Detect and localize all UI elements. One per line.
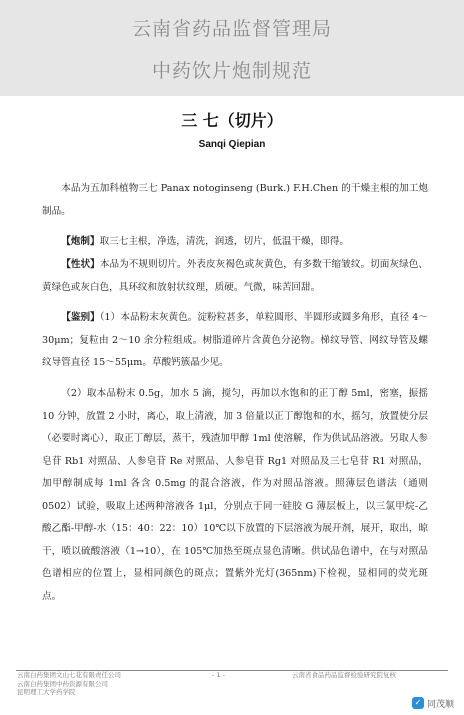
identification-label: 【鉴别】 xyxy=(61,312,100,323)
processing-label: 【炮制】 xyxy=(61,236,100,247)
wechat-icon: ✓ xyxy=(412,697,424,709)
identification-paragraph xyxy=(42,307,428,375)
identification-text-1: （1）本品粉末灰黄色。淀粉粒甚多，单粒圆形、半圆形或圆多角形，直径 4～30μm；复粒由 2～10 余分粒组成。树脂道碎片含黄色分泌物。梯纹导管、网纹导管及螺纹导管直径 15～55μm。草酸钙簇晶少见。 xyxy=(42,312,429,368)
document-header-banner xyxy=(0,0,464,96)
issuing-authority: 云南省药品监督管理局 xyxy=(131,18,332,40)
processing-paragraph xyxy=(42,231,428,254)
footer-org-2: 云南白药集团中药资源有限公司 xyxy=(17,679,108,688)
watermark-text: 同茂顺 xyxy=(426,699,454,710)
footer-org-1: 云南白药集团文山七花有限责任公司 xyxy=(17,671,121,679)
footer-org-3: 昆明理工大学药学院 xyxy=(17,688,76,696)
processing-text: 取三七主根，净选，清洗，润透，切片，低温干燥，即得。 xyxy=(99,236,349,247)
watermark-logo xyxy=(408,695,458,711)
monograph-title: 三 七（切片） xyxy=(181,111,283,130)
page-number: - 1 - xyxy=(212,671,225,679)
description-text: 本品为不规则切片。外表皮灰褐色或灰黄色，有多数干缩皱纹。切面灰绿色、黄绿色或灰白色，具环纹和放射状纹理，质硬。气微，味苦回甜。 xyxy=(42,259,429,293)
definition-paragraph: 本品为五加科植物三七 Panax notoginseng (Burk.) F.H.Chen 的干燥主根的加工炮制品。 xyxy=(42,183,428,217)
footer-organizations xyxy=(17,671,121,697)
footer-reviewer: 云南省食品药品监督检验研究院复核 xyxy=(292,671,396,679)
identification-tlc-paragraph: （2）取本品粉末 0.5g，加水 5 滴，搅匀，再加以水饱和的正丁醇 5ml，密塞，振摇 10 分钟，放置 2 小时，离心，取上清液，加 3 倍量以正丁醇饱和的水，摇匀，放置使分层（必要时离心），取正丁醇层，蒸干，残渣加甲醇 1ml 使溶解，作为供试品溶液。另取人参皂苷 Rb1 对照品、人参皂苷 Re 对照品、人参皂苷 Rg1 对照品及三七皂苷 R1 对照品，加甲醇制成每 1ml 各含 0.5mg 的混合溶液，作为对照品溶液。照薄层色谱法（通则 0502）试验，吸取上述两种溶液各 1μl，分别点于同一硅胶 G 薄层板上，以三氯甲烷-乙酸乙酯-甲醇-水（15：40：22：10）10℃以下放置的下层溶液为展开剂，展开，取出，晾干，喷以硫酸溶液（1→10），在 105℃加热至斑点显色清晰。供试品色谱中，在与对照品色谱相应的位置上，显相同颜色的斑点；置紫外光灯(365nm)下检视，显相同的荧光斑点。 xyxy=(42,388,428,602)
description-paragraph xyxy=(42,254,428,299)
monograph-pinyin: Sanqi Qiepian xyxy=(198,139,266,150)
description-label: 【性状】 xyxy=(61,259,100,270)
standard-title: 中药饮片炮制规范 xyxy=(151,60,312,82)
